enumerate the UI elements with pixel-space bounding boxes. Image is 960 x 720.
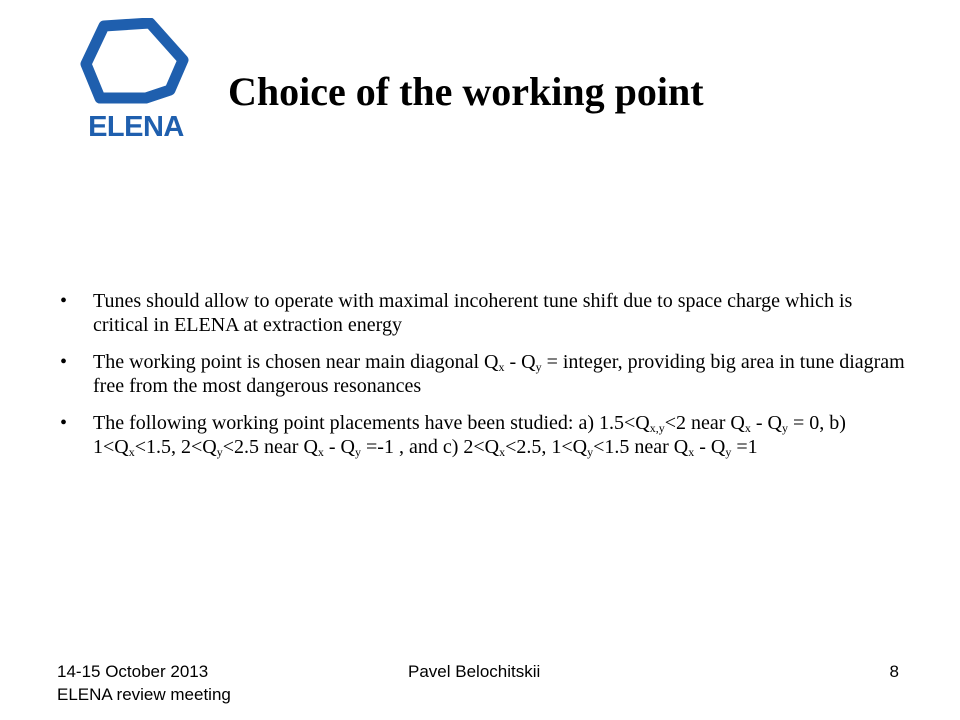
page-title: Choice of the working point	[228, 69, 704, 114]
bullet-text: The working point is chosen near main diagonal Q	[93, 351, 499, 373]
bullet-text: - Q	[694, 436, 726, 458]
subscript: y	[725, 445, 732, 459]
subscript: x	[128, 445, 135, 459]
bullet-text: = integer, providing big area in tune diagram free from the most dangerous resonances	[93, 351, 905, 397]
subscript: x	[498, 360, 505, 374]
subscript: y	[216, 445, 223, 459]
bullet-text: The following working point placements have been studied: a) 1.5<Q	[93, 412, 650, 434]
bullet-text: <2.5, 1<Q	[505, 436, 588, 458]
footer-date: 14-15 October 2013	[57, 662, 209, 681]
footer-author: Pavel Belochitskii	[408, 662, 541, 681]
page-number: 8	[889, 662, 899, 681]
footer-date-block	[57, 660, 231, 706]
subscript: y	[587, 445, 594, 459]
bullet-text: - Q	[750, 412, 782, 434]
bullet-text: <1.5, 2<Q	[134, 436, 217, 458]
subscript: y	[535, 360, 542, 374]
subscript: y	[781, 421, 788, 435]
subscript: x,y	[649, 421, 665, 435]
bullet-text: <2 near Q	[664, 412, 745, 434]
footer-meeting: ELENA review meeting	[57, 685, 231, 704]
bullet-text: - Q	[323, 436, 355, 458]
hexagon-logo-icon	[80, 18, 192, 113]
subscript: y	[355, 445, 361, 459]
bullet-item	[60, 289, 912, 337]
bullet-text: <2.5 near Q	[222, 436, 318, 458]
bullet-list	[60, 289, 912, 472]
bullet-text: Tunes should allow to operate with maximal incoherent tune shift due to space charge which is critical in ELENA at extraction energy	[93, 290, 853, 336]
bullet-text: = 0, b) 1<Q	[93, 412, 846, 458]
subscript: x	[744, 421, 751, 435]
bullet-item	[60, 411, 912, 459]
logo-text: ELENA	[88, 111, 184, 143]
bullet-text: - Q	[504, 351, 536, 373]
subscript: x	[688, 445, 695, 459]
elena-logo	[80, 18, 192, 148]
bullet-text: =1	[731, 436, 758, 458]
bullet-text: <1.5 near Q	[593, 436, 689, 458]
subscript: x	[499, 445, 506, 459]
bullet-item	[60, 350, 912, 398]
bullet-text: =-1 , and c) 2<Q	[361, 436, 500, 458]
subscript: x	[317, 445, 324, 459]
